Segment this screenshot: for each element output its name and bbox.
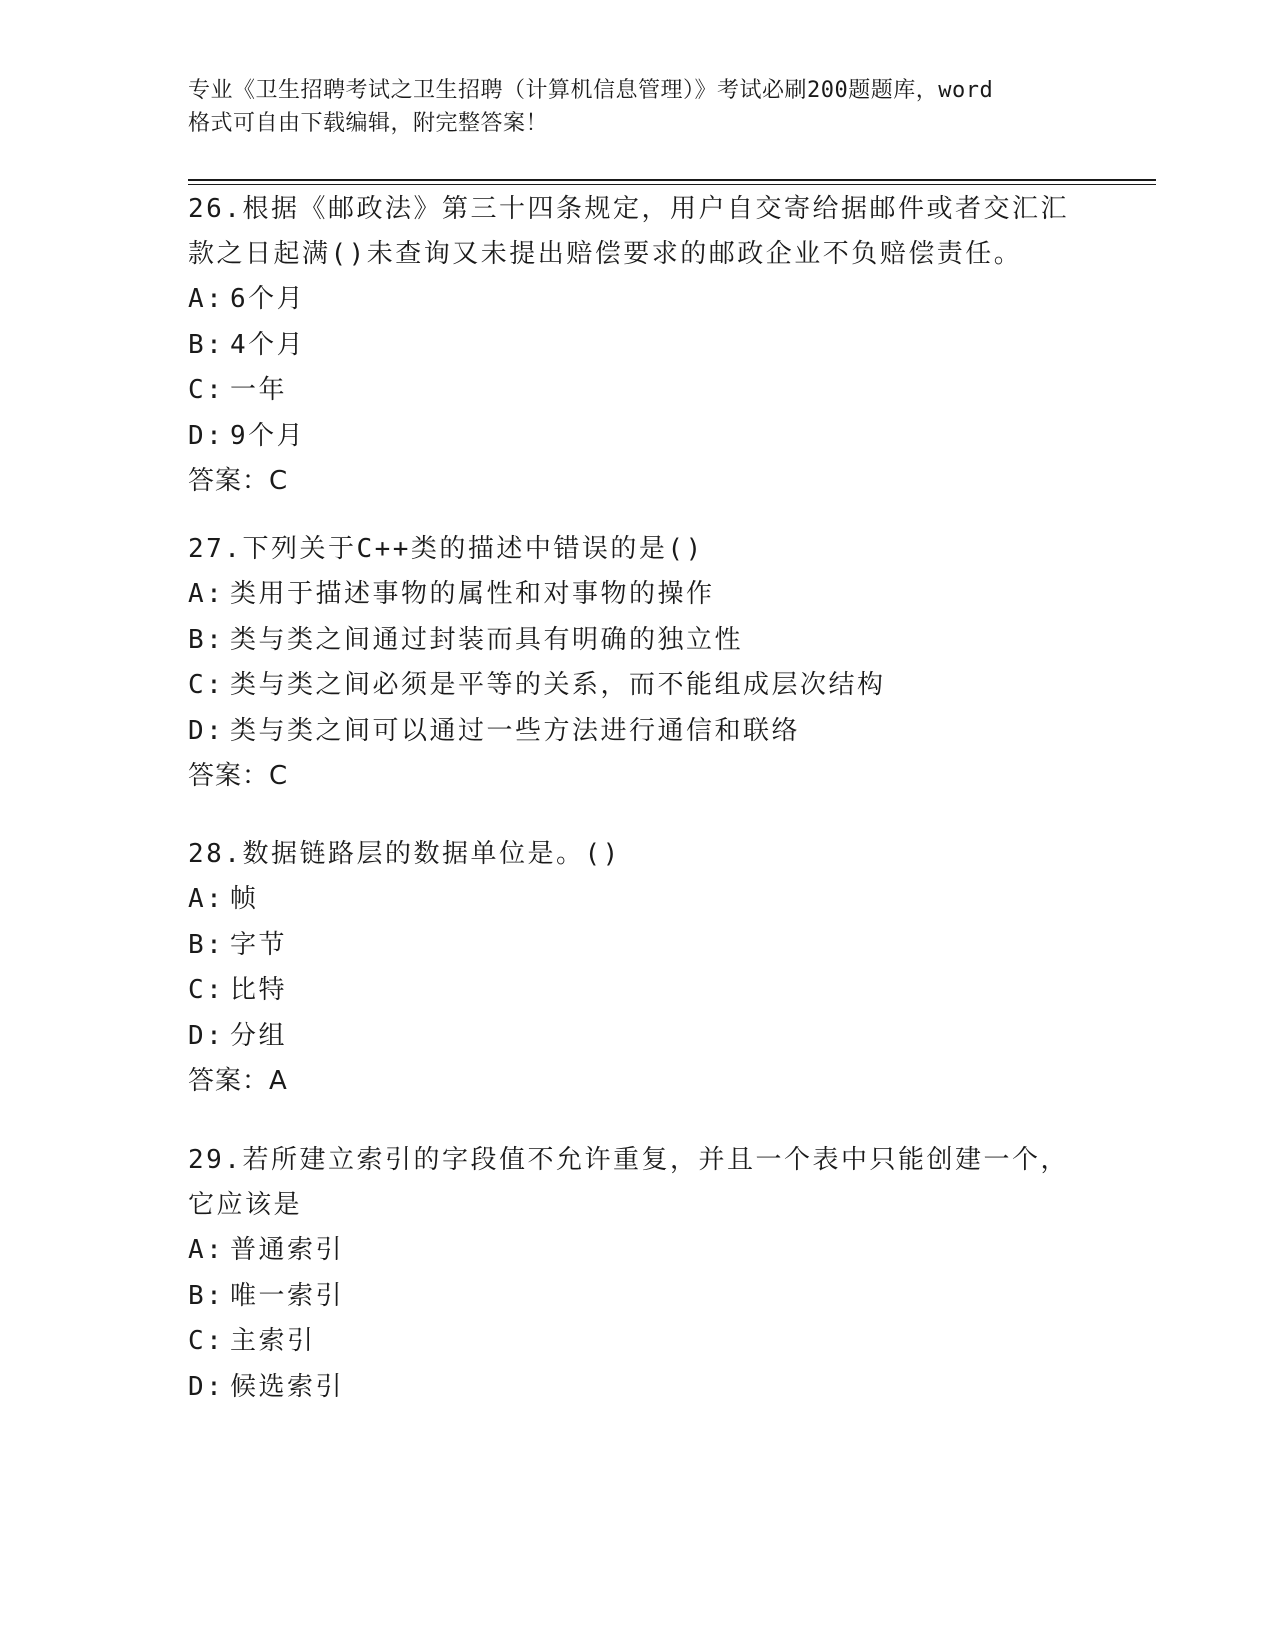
option-text: 类与类之间可以通过一些方法进行通信和联络 <box>230 715 801 746</box>
question-29 <box>188 1138 1088 1410</box>
option-text: 普通索引 <box>230 1235 345 1265</box>
option-c <box>188 968 1088 1014</box>
option-letter: B: <box>188 624 225 655</box>
answer-line: 答案：A <box>188 1066 288 1096</box>
option-text: 一年 <box>230 375 288 405</box>
option-c <box>188 1319 1088 1365</box>
option-letter: A: <box>188 1235 225 1265</box>
question-27 <box>188 527 1088 800</box>
option-d <box>188 1365 1088 1411</box>
option-letter: A: <box>188 579 225 609</box>
option-text: 候选索引 <box>230 1371 345 1402</box>
document-header <box>188 74 1088 140</box>
option-text: 字节 <box>230 929 288 960</box>
option-text: 类与类之间必须是平等的关系，而不能组成层次结构 <box>230 670 886 700</box>
option-letter: D: <box>188 420 225 451</box>
answer-line: 答案：C <box>188 761 289 791</box>
answer-line: 答案：C <box>188 466 289 496</box>
question-stem: 29.若所建立索引的字段值不允许重复，并且一个表中只能创建一个，它应该是 <box>188 1145 1069 1220</box>
option-letter: D: <box>188 1020 225 1051</box>
option-letter: B: <box>188 329 225 360</box>
option-text: 类用于描述事物的属性和对事物的操作 <box>230 579 715 609</box>
option-letter: C: <box>188 375 225 405</box>
option-letter: B: <box>188 1280 225 1311</box>
option-d <box>188 709 1088 755</box>
option-d <box>188 414 1088 460</box>
option-text: 主索引 <box>230 1326 316 1356</box>
question-stem: 26.根据《邮政法》第三十四条规定，用户自交寄给据邮件或者交汇汇款之日起满()未查询又未提出赔偿要求的邮政企业不负赔偿责任。 <box>188 194 1069 269</box>
option-c <box>188 663 1088 709</box>
question-26 <box>188 187 1088 505</box>
option-a <box>188 277 1088 323</box>
option-text: 分组 <box>230 1020 288 1051</box>
option-text: 帧 <box>230 884 259 914</box>
header-line-2: 格式可自由下载编辑，附完整答案！ <box>188 111 549 136</box>
option-text: 4个月 <box>230 329 306 360</box>
option-b <box>188 323 1088 369</box>
option-a <box>188 1228 1088 1274</box>
option-c <box>188 368 1088 414</box>
question-28 <box>188 832 1088 1105</box>
question-stem: 28.数据链路层的数据单位是。() <box>188 839 621 869</box>
option-text: 类与类之间通过封装而具有明确的独立性 <box>230 624 744 655</box>
option-letter: D: <box>188 1371 225 1402</box>
header-rule-thick <box>188 179 1156 181</box>
question-stem: 27.下列关于C++类的描述中错误的是() <box>188 534 704 564</box>
option-letter: D: <box>188 715 225 746</box>
option-d <box>188 1014 1088 1060</box>
option-letter: B: <box>188 929 225 960</box>
option-letter: A: <box>188 884 225 914</box>
header-line-1: 专业《卫生招聘考试之卫生招聘（计算机信息管理）》考试必刷200题题库，word <box>188 78 994 103</box>
option-a <box>188 572 1088 618</box>
option-b <box>188 618 1088 664</box>
option-letter: C: <box>188 670 225 700</box>
option-text: 6个月 <box>230 284 306 314</box>
option-a <box>188 877 1088 923</box>
option-letter: C: <box>188 1326 225 1356</box>
option-text: 唯一索引 <box>230 1280 345 1311</box>
option-letter: C: <box>188 975 225 1005</box>
option-b <box>188 1274 1088 1320</box>
option-text: 比特 <box>230 975 288 1005</box>
option-text: 9个月 <box>230 420 306 451</box>
option-b <box>188 923 1088 969</box>
header-rule-thin <box>188 184 1156 185</box>
option-letter: A: <box>188 284 225 314</box>
